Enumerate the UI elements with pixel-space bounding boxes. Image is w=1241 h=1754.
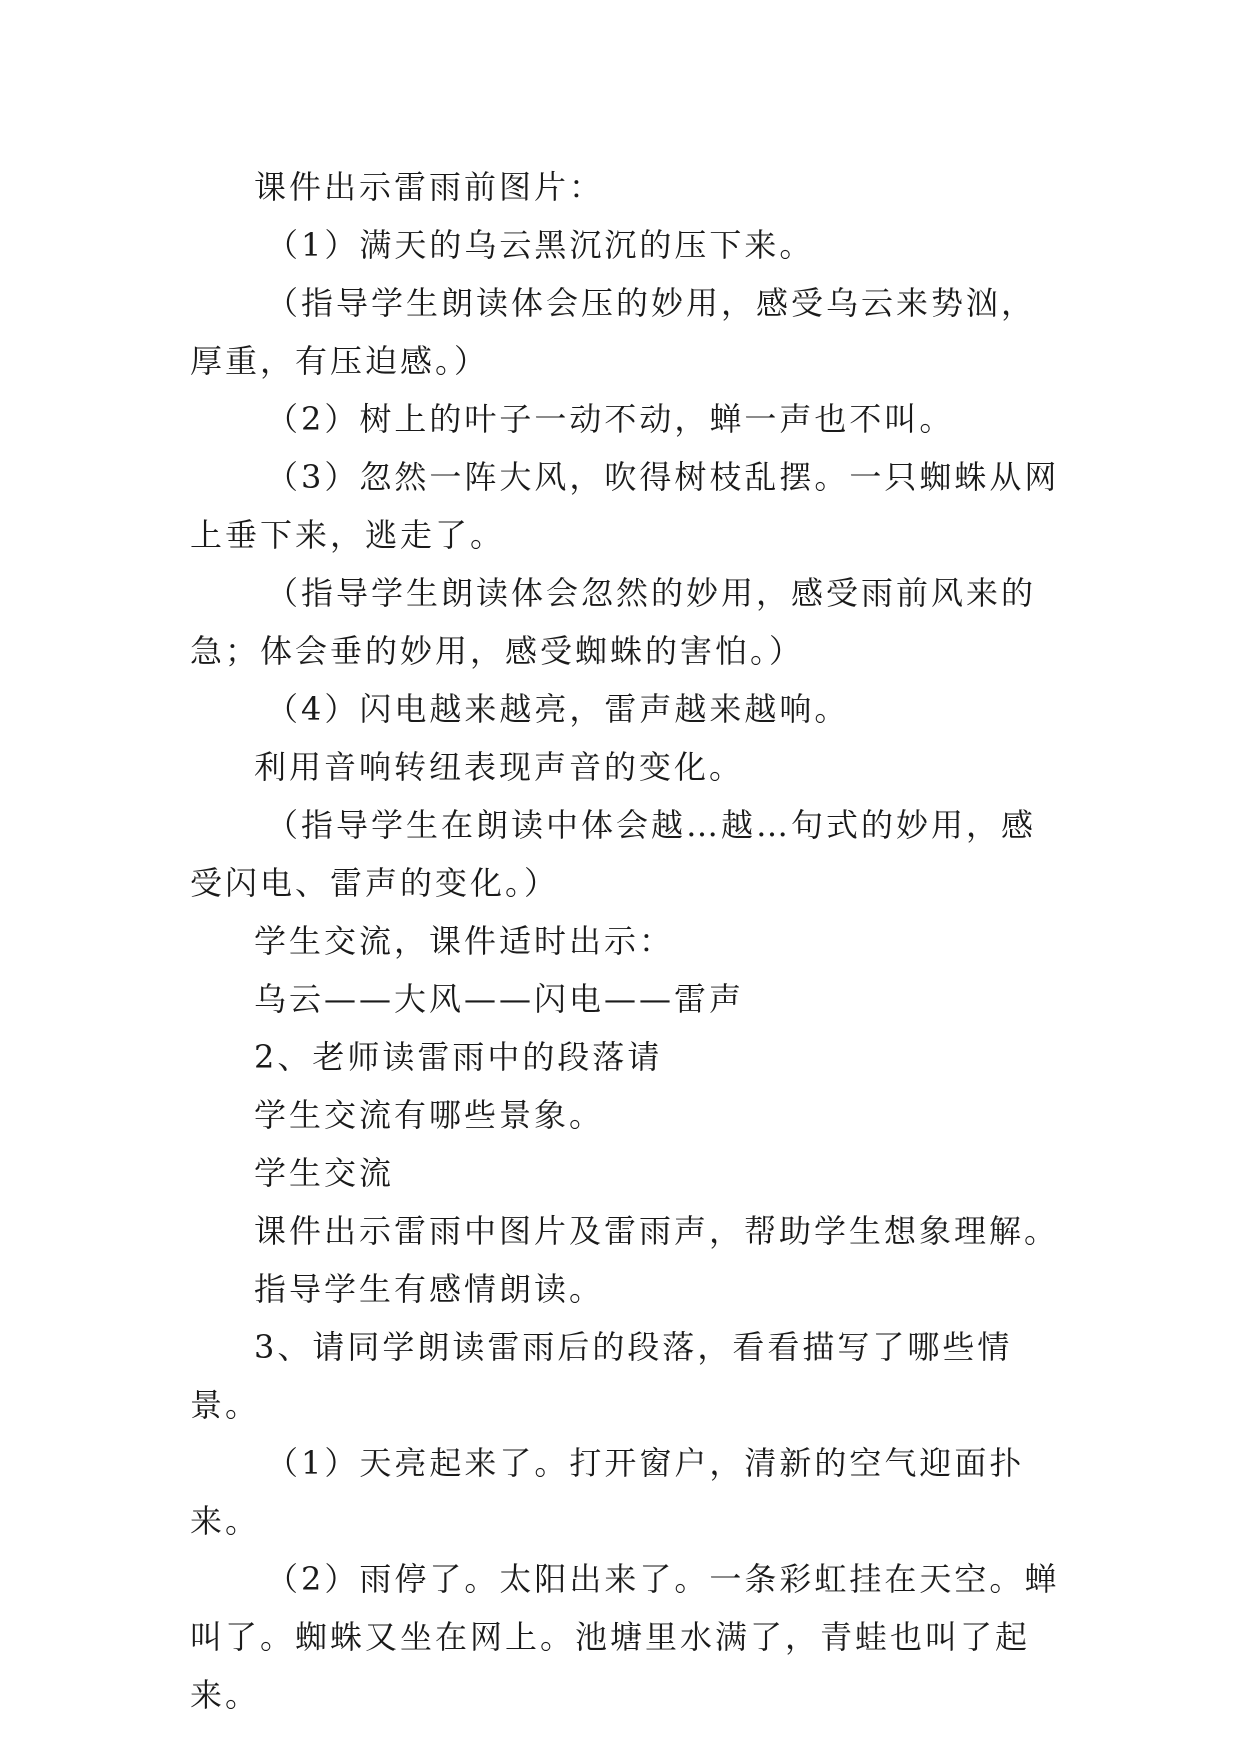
paragraph: （4）闪电越来越亮，雷声越来越响。 — [266, 690, 850, 728]
paragraph: 利用音响转纽表现声音的变化。 — [254, 748, 745, 786]
paragraph: （指导学生在朗读中体会越…越…句式的妙用，感受闪电、雷声的变化。） — [190, 806, 1037, 902]
paragraph: 学生交流 — [254, 1154, 395, 1192]
paragraph: 乌云——大风——闪电——雷声 — [254, 980, 745, 1018]
paragraph: 课件出示雷雨中图片及雷雨声，帮助学生想象理解。 — [254, 1212, 1060, 1250]
paragraph: （2）树上的叶子一动不动，蝉一声也不叫。 — [266, 400, 955, 438]
paragraph: 课件出示雷雨前图片： — [254, 168, 605, 206]
paragraph: 指导学生有感情朗读。 — [254, 1270, 605, 1308]
paragraph: （2）雨停了。太阳出来了。一条彩虹挂在天空。蝉叫了。蜘蛛又坐在网上。池塘里水满了，青蛙也叫了起来。 — [190, 1560, 1060, 1714]
paragraph: 2、老师读雷雨中的段落请 — [254, 1038, 663, 1076]
paragraph: 学生交流有哪些景象。 — [254, 1096, 605, 1134]
paragraph: （1）天亮起来了。打开窗户，清新的空气迎面扑来。 — [190, 1444, 1025, 1540]
paragraph: 学生交流，课件适时出示： — [254, 922, 675, 960]
paragraph: （指导学生朗读体会压的妙用，感受乌云来势汹，厚重，有压迫感。） — [190, 284, 1037, 380]
paragraph: （3）忽然一阵大风，吹得树枝乱摆。一只蜘蛛从网上垂下来，逃走了。 — [190, 458, 1060, 554]
paragraph: 3、请同学朗读雷雨后的段落，看看描写了哪些情景。 — [190, 1328, 1013, 1424]
paragraph: （1）满天的乌云黑沉沉的压下来。 — [266, 226, 815, 264]
document-body — [190, 158, 1070, 1724]
paragraph: （指导学生朗读体会忽然的妙用，感受雨前风来的急；体会垂的妙用，感受蜘蛛的害怕。） — [190, 574, 1037, 670]
